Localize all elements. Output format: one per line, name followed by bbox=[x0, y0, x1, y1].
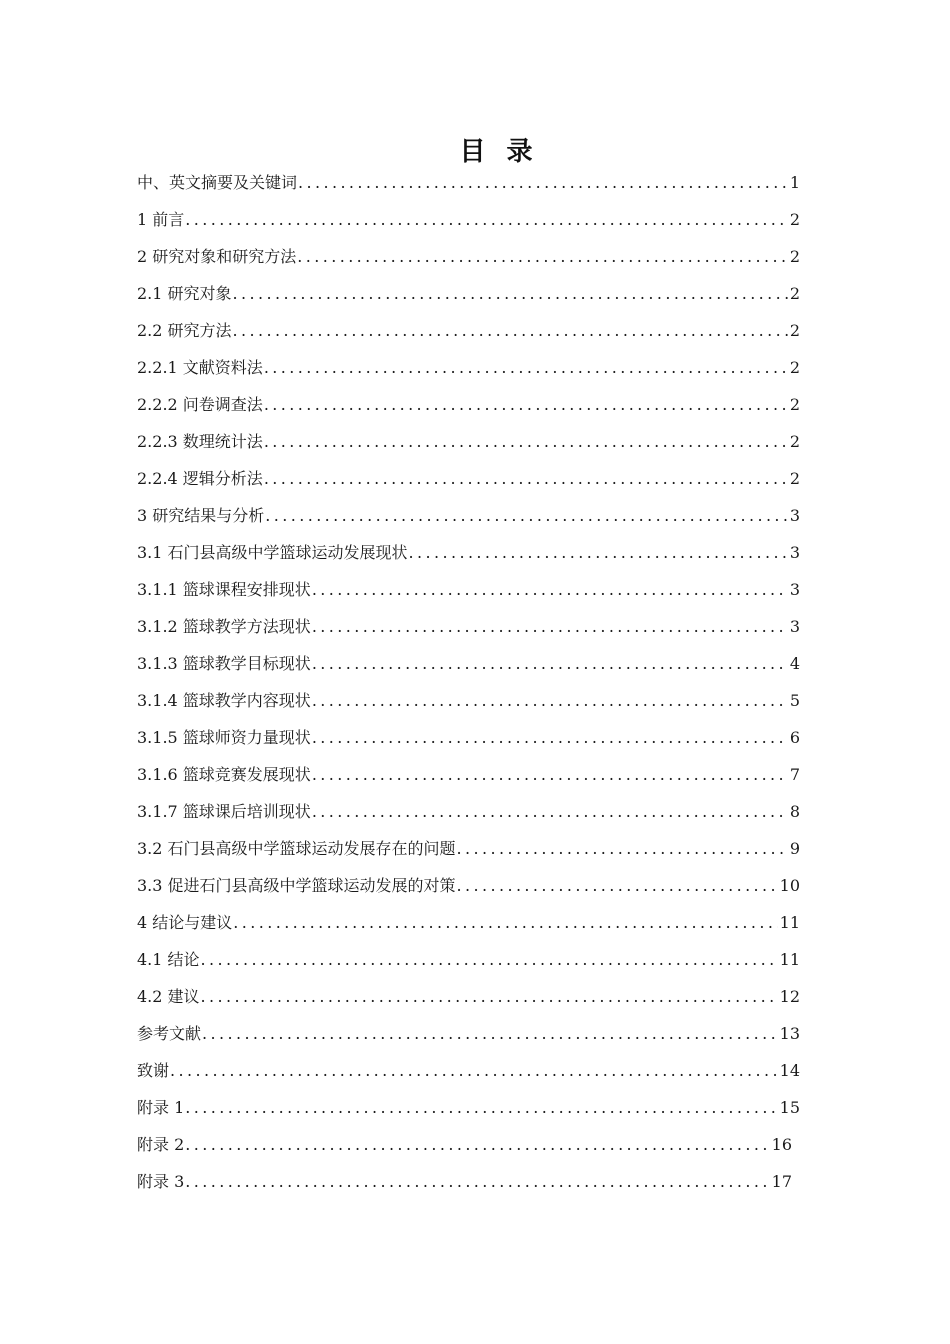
toc-entry-page: 2 bbox=[789, 395, 800, 414]
toc-entry-label: 3.1 石门县高级中学篮球运动发展现状 bbox=[137, 543, 408, 562]
toc-leader-dots bbox=[311, 682, 788, 719]
toc-entry-label: 3 研究结果与分析 bbox=[137, 506, 265, 525]
toc-entry-label: 附录 1 bbox=[137, 1098, 185, 1117]
toc-entry bbox=[137, 682, 800, 719]
toc-entry bbox=[137, 534, 800, 571]
toc-entry-page: 11 bbox=[779, 913, 800, 932]
toc-leader-dots bbox=[263, 460, 788, 497]
toc-leader-dots bbox=[263, 423, 788, 460]
toc-entry-label: 3.2 石门县高级中学篮球运动发展存在的问题 bbox=[137, 839, 456, 858]
toc-entry-page: 4 bbox=[789, 654, 800, 673]
toc-entry bbox=[137, 275, 800, 312]
toc-entry-label: 3.1.5 篮球师资力量现状 bbox=[137, 728, 311, 747]
toc-entry bbox=[137, 164, 800, 201]
toc-entry-label: 2.1 研究对象 bbox=[137, 284, 232, 303]
toc-entry bbox=[137, 1089, 800, 1126]
toc-entry bbox=[137, 238, 800, 275]
toc-entry bbox=[137, 1126, 792, 1163]
toc-entry-page: 3 bbox=[789, 617, 800, 636]
toc-entry-page: 9 bbox=[789, 839, 800, 858]
toc-leader-dots bbox=[311, 793, 788, 830]
toc-entry-page: 8 bbox=[789, 802, 800, 821]
toc-leader-dots bbox=[201, 1015, 778, 1052]
toc-title: 目 录 bbox=[459, 137, 539, 167]
toc-entry-label: 致谢 bbox=[137, 1061, 170, 1080]
toc-entry-label: 3.1.2 篮球教学方法现状 bbox=[137, 617, 311, 636]
toc-entry-label: 2.2.2 问卷调查法 bbox=[137, 395, 263, 414]
toc-entry-page: 3 bbox=[789, 506, 800, 525]
toc-entry bbox=[137, 719, 800, 756]
toc-leader-dots bbox=[184, 1163, 769, 1200]
toc-leader-dots bbox=[200, 941, 778, 978]
toc-leader-dots bbox=[456, 867, 778, 904]
toc-entry bbox=[137, 793, 800, 830]
toc-entry-label: 1 前言 bbox=[137, 210, 185, 229]
toc-entry bbox=[137, 941, 800, 978]
toc-entry bbox=[137, 386, 800, 423]
toc-leader-dots bbox=[311, 645, 788, 682]
toc-entry-page: 17 bbox=[771, 1172, 792, 1191]
toc-leader-dots bbox=[311, 719, 788, 756]
toc-leader-dots bbox=[311, 756, 788, 793]
toc-entry bbox=[137, 423, 800, 460]
toc-entry-page: 12 bbox=[779, 987, 800, 1006]
toc-entry-label: 3.1.3 篮球教学目标现状 bbox=[137, 654, 311, 673]
toc-entry-page: 16 bbox=[771, 1135, 792, 1154]
toc-entry bbox=[137, 645, 800, 682]
toc-entry-page: 2 bbox=[789, 247, 800, 266]
toc-leader-dots bbox=[232, 275, 788, 312]
table-of-contents bbox=[137, 164, 800, 1200]
toc-entry bbox=[137, 904, 800, 941]
toc-entry bbox=[137, 1052, 800, 1089]
toc-entry-page: 10 bbox=[779, 876, 800, 895]
toc-entry bbox=[137, 349, 800, 386]
toc-entry-label: 附录 2 bbox=[137, 1135, 185, 1154]
toc-entry-label: 2.2.4 逻辑分析法 bbox=[137, 469, 263, 488]
toc-leader-dots bbox=[297, 164, 788, 201]
toc-entry-page: 6 bbox=[789, 728, 800, 747]
toc-leader-dots bbox=[184, 1089, 777, 1126]
toc-entry-label: 2 研究对象和研究方法 bbox=[137, 247, 297, 266]
toc-entry-page: 2 bbox=[789, 321, 800, 340]
toc-entry bbox=[137, 978, 800, 1015]
toc-entry-page: 2 bbox=[789, 432, 800, 451]
toc-entry-label: 4.2 建议 bbox=[137, 987, 200, 1006]
toc-entry-label: 3.1.4 篮球教学内容现状 bbox=[137, 691, 311, 710]
toc-leader-dots bbox=[232, 312, 788, 349]
toc-leader-dots bbox=[184, 1126, 769, 1163]
toc-entry-page: 1 bbox=[789, 173, 800, 192]
toc-entry bbox=[137, 756, 800, 793]
toc-leader-dots bbox=[296, 238, 788, 275]
toc-entry-label: 3.1.7 篮球课后培训现状 bbox=[137, 802, 311, 821]
toc-entry bbox=[137, 1163, 792, 1200]
toc-entry-page: 11 bbox=[779, 950, 800, 969]
toc-entry bbox=[137, 201, 800, 238]
toc-leader-dots bbox=[169, 1052, 778, 1089]
toc-leader-dots bbox=[311, 608, 788, 645]
toc-entry-label: 3.1.6 篮球竞赛发展现状 bbox=[137, 765, 311, 784]
toc-entry bbox=[137, 571, 800, 608]
toc-entry bbox=[137, 867, 800, 904]
toc-entry-label: 3.3 促进石门县高级中学篮球运动发展的对策 bbox=[137, 876, 456, 895]
toc-entry bbox=[137, 497, 800, 534]
toc-entry-page: 2 bbox=[789, 210, 800, 229]
toc-entry-label: 2.2 研究方法 bbox=[137, 321, 232, 340]
toc-leader-dots bbox=[232, 904, 777, 941]
toc-entry-label: 4 结论与建议 bbox=[137, 913, 233, 932]
toc-entry-label: 3.1.1 篮球课程安排现状 bbox=[137, 580, 311, 599]
toc-entry-page: 3 bbox=[789, 580, 800, 599]
toc-leader-dots bbox=[263, 349, 788, 386]
toc-entry-page: 7 bbox=[789, 765, 800, 784]
toc-entry bbox=[137, 312, 800, 349]
toc-entry-label: 中、英文摘要及关键词 bbox=[137, 173, 298, 192]
toc-entry bbox=[137, 830, 800, 867]
toc-entry-page: 15 bbox=[779, 1098, 800, 1117]
toc-entry-page: 13 bbox=[779, 1024, 800, 1043]
toc-entry bbox=[137, 608, 800, 645]
toc-leader-dots bbox=[311, 571, 788, 608]
toc-entry-page: 14 bbox=[779, 1061, 800, 1080]
toc-entry-page: 2 bbox=[789, 469, 800, 488]
toc-entry bbox=[137, 460, 800, 497]
toc-leader-dots bbox=[456, 830, 788, 867]
toc-entry-page: 3 bbox=[789, 543, 800, 562]
toc-entry-label: 附录 3 bbox=[137, 1172, 185, 1191]
toc-entry-page: 5 bbox=[789, 691, 800, 710]
toc-leader-dots bbox=[264, 497, 788, 534]
toc-leader-dots bbox=[263, 386, 788, 423]
toc-entry-label: 参考文献 bbox=[137, 1024, 202, 1043]
toc-entry-label: 4.1 结论 bbox=[137, 950, 200, 969]
toc-entry-label: 2.2.1 文献资料法 bbox=[137, 358, 263, 377]
toc-entry-label: 2.2.3 数理统计法 bbox=[137, 432, 263, 451]
toc-leader-dots bbox=[408, 534, 788, 571]
toc-leader-dots bbox=[200, 978, 778, 1015]
toc-leader-dots bbox=[184, 201, 788, 238]
toc-entry-page: 2 bbox=[789, 358, 800, 377]
toc-entry-page: 2 bbox=[789, 284, 800, 303]
toc-entry bbox=[137, 1015, 800, 1052]
